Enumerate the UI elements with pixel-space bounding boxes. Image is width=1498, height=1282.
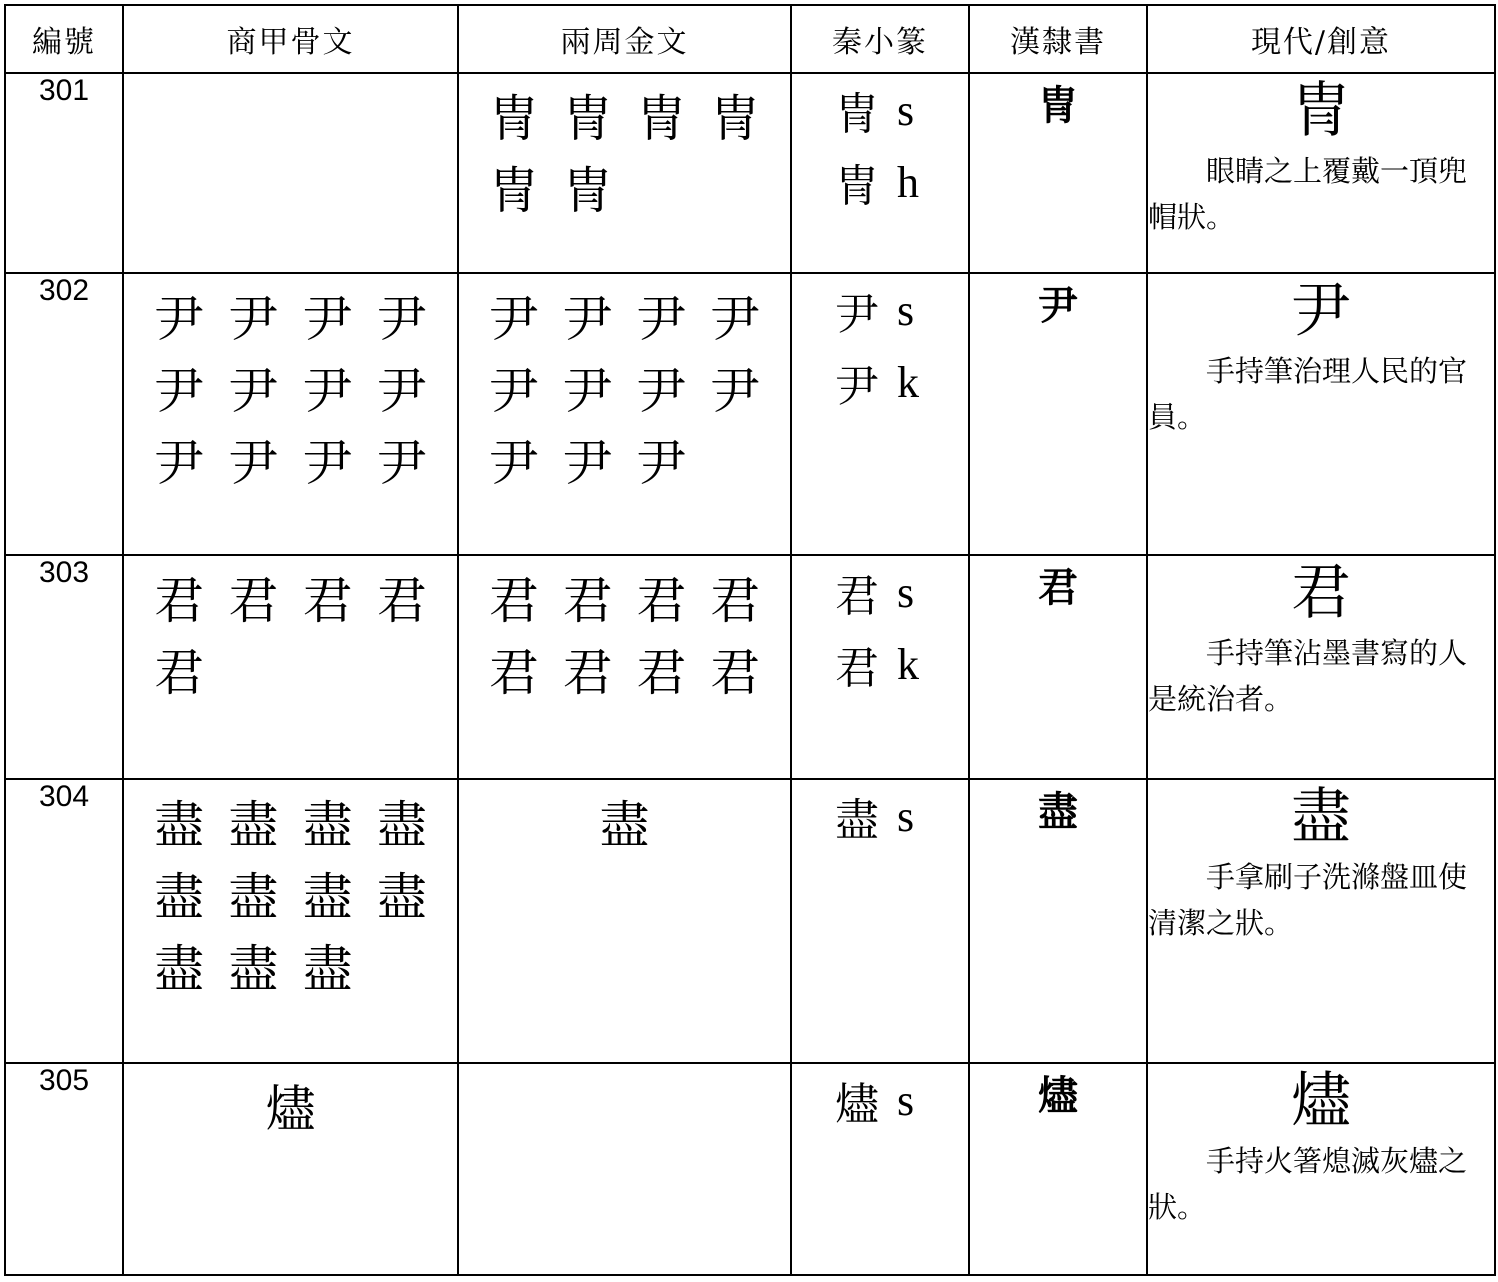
small-seal-cell [791, 555, 969, 779]
bronze-glyph: 君 [488, 572, 539, 630]
modern-description: 手持筆治理人民的官員。 [1148, 354, 1468, 434]
seal-source-tag: s [897, 85, 915, 135]
entry-number: 301 [5, 73, 123, 273]
seal-variant [792, 556, 968, 628]
header-num: 編號 [5, 5, 123, 73]
oracle-bone-glyph: 盡 [302, 796, 353, 854]
oracle-bone-glyph: 盡 [154, 796, 205, 854]
oracle-bone-glyph: 君 [302, 572, 353, 630]
modern-description: 手拿刷子洗滌盤皿使清潔之狀。 [1148, 860, 1468, 940]
bronze-glyph: 君 [636, 572, 687, 630]
clerical-glyph: 冑 [1038, 83, 1078, 129]
oracle-bone-glyph: 尹 [302, 362, 353, 420]
header-clerical: 漢隸書 [969, 5, 1147, 73]
bronze-glyph: 君 [710, 572, 761, 630]
oracle-bone-glyph: 燼 [265, 1080, 316, 1138]
bronze-glyph: 君 [488, 644, 539, 702]
table-row [5, 779, 1495, 1063]
bronze-glyph: 尹 [636, 290, 687, 348]
entry-number: 305 [5, 1063, 123, 1275]
oracle-bone-glyph: 君 [154, 644, 205, 702]
modern-description: 眼睛之上覆戴一頂兜帽狀。 [1148, 154, 1468, 234]
seal-source-tag: s [897, 791, 915, 841]
header-bronze: 兩周金文 [458, 5, 791, 73]
bronze-cell [458, 555, 791, 779]
seal-source-tag: k [897, 639, 919, 689]
bronze-glyph: 尹 [562, 434, 613, 492]
entry-number: 304 [5, 779, 123, 1063]
seal-variant [792, 346, 968, 418]
oracle-bone-glyphs [124, 556, 457, 714]
oracle-bone-glyph: 尹 [154, 290, 205, 348]
bronze-glyph: 冑 [562, 162, 613, 220]
clerical-cell [969, 555, 1147, 779]
clerical-glyph: 盡 [1038, 789, 1078, 835]
modern-cell [1147, 73, 1495, 273]
seal-glyph: 尹 [835, 289, 879, 340]
bronze-cell [458, 1063, 791, 1275]
clerical-glyph: 燼 [1038, 1073, 1078, 1119]
oracle-bone-glyph: 尹 [228, 434, 279, 492]
modern-cell [1147, 779, 1495, 1063]
bronze-glyph: 尹 [562, 290, 613, 348]
seal-variant [792, 628, 968, 700]
bronze-glyph: 尹 [488, 290, 539, 348]
bronze-glyphs [459, 556, 790, 714]
bronze-glyph: 君 [562, 644, 613, 702]
clerical-glyph: 君 [1038, 565, 1078, 611]
bronze-glyphs [459, 780, 790, 866]
seal-source-tag: h [897, 157, 919, 207]
seal-variant [792, 146, 968, 218]
bronze-glyphs [459, 274, 790, 504]
small-seal-cell [791, 1063, 969, 1275]
small-seal-cell [791, 273, 969, 555]
oracle-bone-cell [123, 273, 458, 555]
clerical-cell [969, 779, 1147, 1063]
oracle-bone-glyphs [124, 74, 457, 98]
oracle-bone-glyph: 盡 [228, 940, 279, 998]
oracle-bone-cell [123, 1063, 458, 1275]
oracle-bone-glyph: 盡 [376, 796, 427, 854]
bronze-glyph: 尹 [636, 362, 687, 420]
header-small-seal: 秦小篆 [791, 5, 969, 73]
clerical-cell [969, 1063, 1147, 1275]
oracle-bone-glyph: 盡 [228, 868, 279, 926]
seal-glyph: 君 [835, 643, 879, 694]
small-seal-cell [791, 779, 969, 1063]
bronze-glyph: 尹 [710, 362, 761, 420]
oracle-bone-glyph: 尹 [376, 362, 427, 420]
oracle-bone-glyph: 君 [228, 572, 279, 630]
oracle-bone-cell [123, 779, 458, 1063]
modern-glyph: 君 [1291, 558, 1351, 628]
bronze-glyph: 冑 [562, 90, 613, 148]
clerical-cell [969, 73, 1147, 273]
clerical-glyph: 尹 [1038, 283, 1078, 329]
oracle-bone-glyph: 尹 [154, 434, 205, 492]
oracle-bone-glyph: 盡 [302, 940, 353, 998]
oracle-bone-glyphs [124, 274, 457, 504]
header-modern: 現代/創意 [1147, 5, 1495, 73]
small-seal-cell [791, 73, 969, 273]
table-row [5, 73, 1495, 273]
header-oracle-bone: 商甲骨文 [123, 5, 458, 73]
seal-glyph: 尹 [835, 361, 879, 412]
oracle-bone-glyph: 盡 [154, 868, 205, 926]
bronze-glyph: 尹 [636, 434, 687, 492]
oracle-bone-glyph: 尹 [228, 362, 279, 420]
seal-glyph: 冑 [835, 89, 879, 140]
modern-cell [1147, 1063, 1495, 1275]
bronze-glyph: 尹 [488, 434, 539, 492]
oracle-bone-glyph: 盡 [376, 868, 427, 926]
seal-glyph: 冑 [835, 161, 879, 212]
oracle-bone-glyph: 尹 [376, 434, 427, 492]
seal-variant [792, 74, 968, 146]
table-row [5, 1063, 1495, 1275]
table-row [5, 273, 1495, 555]
oracle-bone-glyphs [124, 780, 457, 1010]
character-evolution-table [4, 4, 1496, 1276]
table-row [5, 555, 1495, 779]
bronze-cell [458, 273, 791, 555]
bronze-cell [458, 73, 791, 273]
bronze-cell [458, 779, 791, 1063]
bronze-glyph: 尹 [710, 290, 761, 348]
bronze-glyphs [459, 1064, 790, 1088]
modern-glyph: 尹 [1291, 276, 1351, 346]
bronze-glyph: 君 [710, 644, 761, 702]
bronze-glyphs [459, 74, 790, 232]
bronze-glyph: 尹 [488, 362, 539, 420]
oracle-bone-glyph: 尹 [302, 434, 353, 492]
oracle-bone-glyphs [124, 1064, 457, 1150]
seal-source-tag: k [897, 357, 919, 407]
bronze-glyph: 君 [562, 572, 613, 630]
modern-glyph: 燼 [1291, 1066, 1351, 1136]
modern-glyph: 冑 [1291, 76, 1351, 146]
seal-variant [792, 1064, 968, 1136]
bronze-glyph: 冑 [488, 90, 539, 148]
modern-cell [1147, 555, 1495, 779]
oracle-bone-glyph: 尹 [154, 362, 205, 420]
seal-glyph: 君 [835, 571, 879, 622]
modern-description: 手持火箸熄滅灰燼之狀。 [1148, 1144, 1468, 1224]
seal-variant [792, 274, 968, 346]
seal-glyph: 燼 [835, 1079, 879, 1130]
seal-glyph: 盡 [835, 795, 879, 846]
oracle-bone-cell [123, 555, 458, 779]
clerical-cell [969, 273, 1147, 555]
header-row [5, 5, 1495, 73]
oracle-bone-glyph: 尹 [302, 290, 353, 348]
oracle-bone-glyph: 盡 [228, 796, 279, 854]
bronze-glyph: 冑 [488, 162, 539, 220]
entry-number: 303 [5, 555, 123, 779]
oracle-bone-glyph: 君 [154, 572, 205, 630]
oracle-bone-glyph: 君 [376, 572, 427, 630]
modern-glyph: 盡 [1291, 782, 1351, 852]
bronze-glyph: 冑 [710, 90, 761, 148]
bronze-glyph: 盡 [599, 796, 650, 854]
entry-number: 302 [5, 273, 123, 555]
oracle-bone-glyph: 盡 [154, 940, 205, 998]
modern-description: 手持筆沾墨書寫的人是統治者。 [1148, 636, 1468, 716]
oracle-bone-glyph: 尹 [228, 290, 279, 348]
modern-cell [1147, 273, 1495, 555]
oracle-bone-glyph: 盡 [302, 868, 353, 926]
seal-source-tag: s [897, 285, 915, 335]
seal-variant [792, 780, 968, 852]
bronze-glyph: 尹 [562, 362, 613, 420]
oracle-bone-cell [123, 73, 458, 273]
bronze-glyph: 君 [636, 644, 687, 702]
seal-source-tag: s [897, 567, 915, 617]
bronze-glyph: 冑 [636, 90, 687, 148]
seal-source-tag: s [897, 1075, 915, 1125]
oracle-bone-glyph: 尹 [376, 290, 427, 348]
